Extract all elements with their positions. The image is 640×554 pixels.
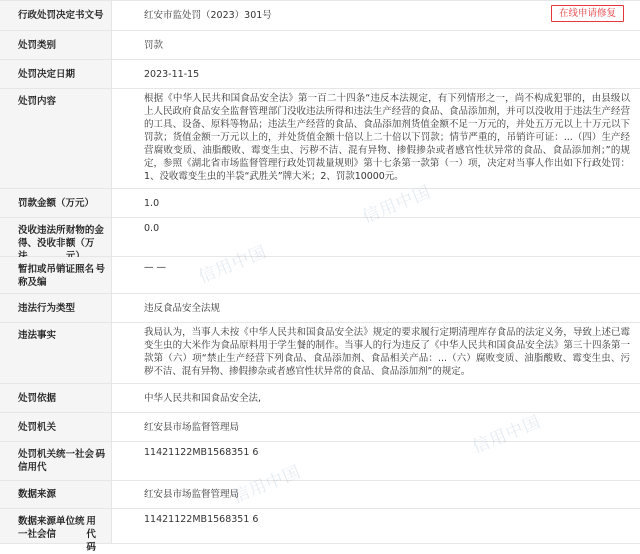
field-label-line: 数据来源单位统一社会信 — [18, 516, 85, 540]
field-label: 违法事实 — [0, 323, 112, 383]
row-fine-amount — [0, 189, 640, 218]
row-violation-facts — [0, 323, 640, 384]
decision-number-value: 红安市监处罚（2023）301号 — [144, 10, 272, 21]
data-source-value: 红安县市场监督管理局 — [144, 489, 240, 500]
field-label-line: 用代码 — [86, 516, 96, 553]
row-penalty-authority — [0, 413, 640, 442]
row-license-revocation — [0, 257, 640, 294]
row-data-source — [0, 481, 640, 509]
field-label-line: 码 — [95, 449, 105, 460]
authority-credit-code-value: 11421122MB1568351 6 — [144, 447, 259, 458]
row-source-credit-code — [0, 509, 640, 553]
license-revocation-value: — — — [144, 262, 167, 273]
field-label: 罚款金额（万元） — [0, 189, 112, 217]
row-decision-number — [0, 1, 640, 31]
field-label: 行政处罚决定书文号 — [0, 1, 112, 30]
field-label: 处罚内容 — [0, 89, 112, 188]
watermark-text: 信用中国 — [195, 242, 271, 288]
watermark-text: 信用中国 — [229, 462, 305, 508]
field-label: 处罚决定日期 — [0, 60, 112, 88]
field-label — [0, 509, 112, 553]
field-label-line: 号 — [95, 264, 105, 275]
penalty-category-value: 罚款 — [144, 39, 164, 51]
row-penalty-basis — [0, 384, 640, 413]
field-label — [0, 218, 112, 256]
row-violation-type — [0, 294, 640, 323]
violation-facts-value: 我局认为，当事人未按《中华人民共和国食品安全法》规定的要求履行定期清理库存食品的法定义务，导致上述已霉变生虫的大米作为食品原料用于学生餐的制作。当事人的行为违反了《中华人民共和国食品安全法》第三十四条第一款第（六）项“禁止生产经营下列食品、食品添加剂、食品相关产品：...（六）腐败变质、油脂酸败、霉变生虫、污秽不洁、混有异物、掺假掺杂或者感官性状异常的食品、食品添加剂”的规定。 — [144, 327, 630, 377]
field-label-line: 财物的金额（万 — [65, 225, 104, 249]
penalty-content-value: 根据《中华人民共和国食品安全法》第一百二十四条“违反本法规定，有下列情形之一，尚不构成犯罪的，由县级以上人民政府食品安全监督管理部门没收违法所得和违法生产经营的食品、食品添加剂，并可以没收用于违法生产经营的工具、设备、原料等物品；违法生产经营的食品、食品添加剂货值金额不足一万元的，并处五万元以上十万元以下罚款；货值金额一万元以上的，并处货值金额十倍以上二十倍以下罚款；情节严重的，吊销许可证：...（四）生产经营腐败变质、油脂酸败、霉变生虫、污秽不洁、混有异物、掺假掺杂或者感官性状异常的食品、食品添加剂；”的规定，参照《湖北省市场监督管理行政处罚裁量规则》第十七条第一款第（一）项，决定对当事人作出如下行政处罚：1、没收霉变生虫的半袋“武胜关”牌大米；2、罚款10000元。 — [144, 93, 630, 182]
field-label — [0, 257, 112, 293]
field-label-line: 没收违法所得、没收非 — [18, 225, 66, 249]
apply-repair-button[interactable]: 在线申请修复 — [551, 5, 624, 22]
row-confiscation-amount — [0, 218, 640, 257]
field-label: 处罚机关 — [0, 413, 112, 441]
field-label-line: 暂扣或吊销证照名称及编 — [18, 264, 95, 288]
source-credit-code-value: 11421122MB1568351 6 — [144, 514, 259, 525]
penalty-authority-value: 红安县市场监督管理局 — [144, 421, 240, 433]
field-label: 处罚依据 — [0, 384, 112, 412]
row-authority-credit-code — [0, 442, 640, 481]
field-label: 处罚类别 — [0, 31, 112, 59]
field-label: 违法行为类型 — [0, 294, 112, 322]
violation-type-value: 违反食品安全法规 — [144, 302, 221, 314]
field-label — [0, 442, 112, 480]
watermark-text: 信用中国 — [469, 412, 545, 458]
penalty-basis-value: 中华人民共和国食品安全法, — [144, 392, 262, 404]
field-label-line: 处罚机关统一社会信用代 — [18, 449, 95, 473]
row-decision-date — [0, 60, 640, 89]
row-penalty-category — [0, 31, 640, 60]
field-label: 数据来源 — [0, 481, 112, 508]
decision-date-value: 2023-11-15 — [144, 68, 200, 80]
watermark-text: 信用中国 — [359, 182, 435, 228]
row-penalty-content — [0, 89, 640, 189]
fine-amount-value: 1.0 — [144, 197, 160, 209]
confiscation-amount-value: 0.0 — [144, 223, 160, 234]
